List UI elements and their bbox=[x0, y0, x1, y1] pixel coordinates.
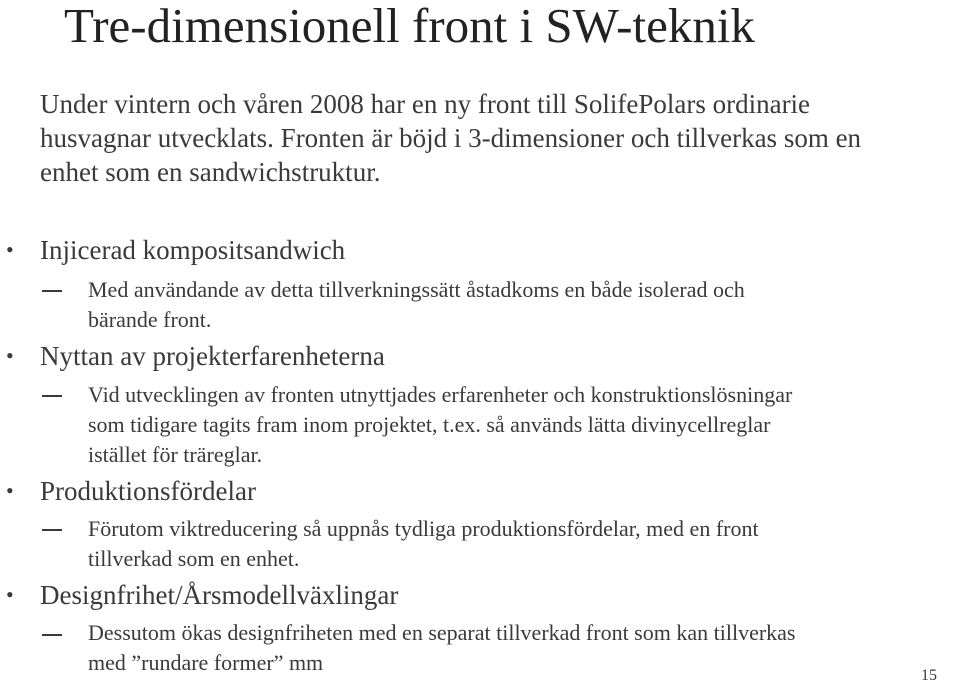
bullet-label: Nyttan av projekterfarenheterna bbox=[40, 341, 385, 371]
intro-line: Under vintern och våren 2008 har en ny front till SolifePolars ordinarie bbox=[40, 89, 811, 119]
bullet-icon: • bbox=[6, 478, 14, 503]
dash-icon bbox=[42, 290, 62, 292]
sub-line: istället för träreglar. bbox=[88, 442, 263, 467]
bullet-icon: • bbox=[6, 582, 14, 607]
intro-line: enhet som en sandwichstruktur. bbox=[40, 157, 381, 187]
sub-line: Dessutom ökas designfriheten med en separat tillverkad front som kan tillverkas bbox=[88, 620, 796, 645]
page-number: 15 bbox=[921, 667, 937, 684]
sub-line: Vid utvecklingen av fronten utnyttjades erfarenheter och konstruktionslösningar bbox=[88, 382, 793, 407]
sub-line: tillverkad som en enhet. bbox=[88, 546, 300, 571]
sub-line: som tidigare tagits fram inom projektet, t.ex. så används lätta divinycellreglar bbox=[88, 412, 771, 437]
bullet-icon: • bbox=[6, 237, 14, 262]
sub-line: bärande front. bbox=[88, 307, 212, 332]
sub-line: Med användande av detta tillverkningssätt åstadkoms en både isolerad och bbox=[88, 277, 745, 302]
bullet-icon: • bbox=[6, 343, 14, 368]
bullet-label: Designfrihet/Årsmodellväxlingar bbox=[40, 580, 399, 610]
sub-line: med ”rundare former” mm bbox=[88, 650, 324, 675]
intro-line: husvagnar utvecklats. Fronten är böjd i 3-dimensioner och tillverkas som en bbox=[40, 123, 862, 153]
bullet-label: Injicerad kompositsandwich bbox=[40, 235, 346, 265]
dash-icon bbox=[42, 634, 62, 636]
dash-icon bbox=[42, 529, 62, 531]
sub-line: Förutom viktreducering så uppnås tydliga produktionsfördelar, med en front bbox=[88, 516, 759, 541]
dash-icon bbox=[42, 395, 62, 397]
bullet-label: Produktionsfördelar bbox=[40, 476, 256, 506]
slide-title: Tre-dimensionell front i SW-teknik bbox=[64, 0, 755, 53]
